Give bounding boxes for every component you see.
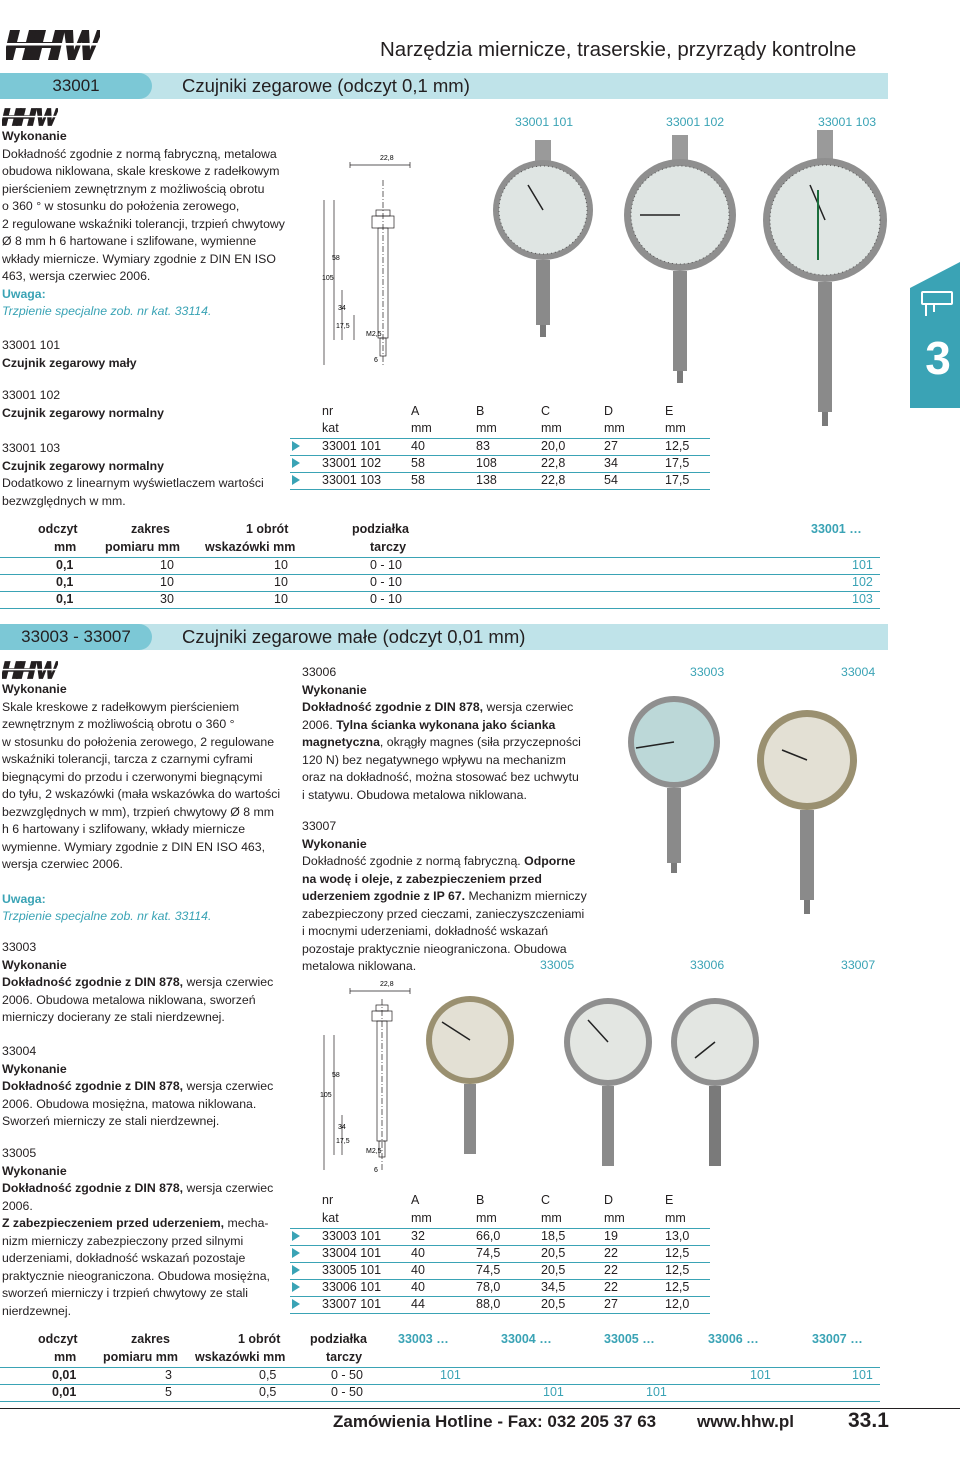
table-cell: 66,0	[476, 1229, 501, 1243]
table-cell: 12,0	[665, 1297, 690, 1311]
technical-drawing	[314, 975, 414, 1175]
spec-header: 1 obrót	[238, 1332, 281, 1346]
item-name: Czujnik zegarowy mały	[2, 355, 137, 370]
spec-header: zakres	[131, 522, 170, 536]
col-header: B	[476, 404, 485, 418]
wykonanie-label: Wykonanie	[2, 129, 67, 143]
col-header: D	[604, 404, 614, 418]
model-code: 33004	[2, 1044, 37, 1058]
dial-gauge-photo	[620, 135, 740, 385]
desc-line: biegnącymi do przodu i czerwonymi biegnącymi	[2, 769, 263, 784]
spec-header: wskazówki mm	[195, 1350, 286, 1364]
table-cell: 101	[440, 1368, 461, 1382]
desc-line: bezwzględnych w mm), trzpień chwytowy Ø 8 mm	[2, 804, 274, 819]
col-header: A	[411, 1193, 420, 1207]
section-code: 33003 - 33007	[21, 627, 131, 646]
table-cell: 22,8	[541, 456, 566, 470]
model-33007-block: 33007 Wykonanie Dokładność zgodnie z normą fabryczną. Odporne na wodę i oleje, z zabezpieczeniem przed uderzeniem zgodnie z IP 67. Mechanizm mierniczy zabezpieczony przed cieczami, zanieczyszczeniami i mocnymi uderzeniami, dokładność wskazań pozostaje praktycznie nieograniczona. Obudowa metalowa niklowana.	[302, 819, 587, 973]
brand-logo-small	[2, 107, 58, 127]
spec-header: mm	[54, 1350, 77, 1364]
item-code: 33001 103	[2, 441, 61, 455]
item-name: Czujnik zegarowy normalny	[2, 405, 164, 420]
spec-header: zakres	[131, 1332, 170, 1346]
table-cell: 17,5	[665, 473, 690, 487]
desc-line: obudowa niklowana, skale kreskowe z radełkowym	[2, 164, 280, 178]
model-33003-block: 33003 Wykonanie Dokładność zgodnie z DIN 878, wersja czerwiec 2006. Obudowa metalowa niklowana, sworzeń mierniczy docierany ze stali nierdzewnej.	[2, 940, 274, 1024]
spec-header: 33005 …	[604, 1332, 655, 1346]
table-cell: 33001 101	[322, 439, 382, 453]
table-cell: 27	[604, 439, 618, 453]
table-cell: 0 - 10	[370, 558, 402, 572]
table-cell: 20,5	[541, 1263, 566, 1277]
col-header: mm	[604, 1211, 625, 1225]
item-extra: Dodatkowo z linearnym wyświetlaczem wartości	[2, 476, 264, 490]
desc-line: wkłady miernicze. Wymiary zgodnie z DIN EN ISO	[2, 251, 276, 266]
model-33004-block: 33004 Wykonanie Dokładność zgodnie z DIN 878, wersja czerwiec 2006. Obudowa mosiężna, matowa niklowana. Sworzeń mierniczy ze stali nierdzewnej.	[2, 1044, 274, 1128]
spec-header: 33003 …	[398, 1332, 449, 1346]
spec-header: 33001 …	[811, 522, 862, 536]
dim-label: 58	[332, 255, 340, 262]
table-cell: 101	[750, 1368, 771, 1382]
footer-hotline: Zamówienia Hotline - Fax: 032 205 37 63	[333, 1412, 657, 1431]
col-header: C	[541, 404, 551, 418]
brand-logo-small	[2, 660, 58, 680]
table-cell: 18,5	[541, 1229, 566, 1243]
col-header: mm	[411, 421, 432, 435]
table-cell: 54	[604, 473, 618, 487]
table-cell: 33001 102	[322, 456, 382, 470]
dim-label: 105	[320, 1092, 332, 1099]
table-cell: 33006 101	[322, 1280, 382, 1294]
table-cell: 33004 101	[322, 1246, 382, 1260]
table-cell: 22	[604, 1263, 618, 1277]
item-extra: bezwzględnych w mm.	[2, 493, 126, 508]
desc-line: h 6 hartowany i szlifowany, wkłady miernicze	[2, 822, 246, 836]
chapter-number: 3	[925, 332, 951, 384]
desc-line: Skale kreskowe z radełkowym pierścieniem	[2, 699, 240, 714]
table-cell: 33005 101	[322, 1263, 382, 1277]
table-cell: 101	[852, 558, 873, 572]
photo-label: 33003	[690, 665, 725, 679]
table-cell: 0,01	[52, 1368, 77, 1382]
dim-label: 6	[374, 357, 378, 364]
col-header: mm	[604, 421, 625, 435]
uwaga-label: Uwaga:	[2, 891, 46, 906]
wykonanie-label: Wykonanie	[302, 836, 367, 851]
model-code: 33003	[2, 940, 37, 954]
table-cell: 0,1	[56, 592, 74, 606]
model-code: 33007	[302, 819, 337, 833]
desc-line: wymienne. Wymiary zgodnie z DIN EN ISO 463,	[2, 839, 265, 854]
desc-line: wersja czerwiec 2006.	[2, 857, 123, 871]
table-cell: 10	[274, 592, 288, 606]
spec-header: 33006 …	[708, 1332, 759, 1346]
dim-label: M2,5	[366, 331, 382, 338]
table-cell: 101	[852, 1368, 873, 1382]
table-cell: 34,5	[541, 1280, 566, 1294]
table-cell: 5	[165, 1385, 172, 1399]
spec-header: tarczy	[326, 1350, 363, 1364]
col-header: A	[411, 404, 420, 418]
col-header: mm	[541, 1211, 562, 1225]
table-cell: 10	[274, 575, 288, 589]
table-cell: 12,5	[665, 1246, 690, 1260]
dim-label: 105	[322, 275, 334, 282]
photo-label: 33004	[841, 665, 876, 679]
table-cell: 10	[160, 558, 174, 572]
section-code: 33001	[52, 76, 100, 95]
table-cell: 33001 103	[322, 473, 382, 487]
table-cell: 0,01	[52, 1385, 77, 1399]
spec-header: odczyt	[38, 522, 78, 536]
dim-label: 17,5	[336, 1138, 350, 1145]
desc-line: Ø 8 mm h 6 hartowane i szlifowane, wymienne	[2, 234, 257, 248]
spec-header: 33004 …	[501, 1332, 552, 1346]
photo-label: 33001 102	[666, 115, 725, 129]
desc-line: o 360 ° w stosunku do położenia zerowego,	[2, 199, 240, 213]
table-cell: 101	[543, 1385, 564, 1399]
table-cell: 20,0	[541, 439, 566, 453]
photo-label: 33007	[841, 958, 876, 972]
desc-line: w stosunku do położenia zerowego, 2 regulowane	[2, 734, 275, 749]
section-code-pill	[0, 624, 152, 650]
table-cell: 0 - 50	[331, 1385, 363, 1399]
table-cell: 20,5	[541, 1246, 566, 1260]
dim-label: 34	[338, 305, 346, 312]
table-cell: 30	[160, 592, 174, 606]
dial-gauge-photo	[624, 682, 724, 882]
table-cell: 34	[604, 456, 618, 470]
model-code: 33005	[2, 1146, 37, 1160]
page-number: 33.1	[848, 1409, 889, 1432]
model-33006-block: 33006 Wykonanie Dokładność zgodnie z DIN 878, wersja czerwiec 2006. Tylna ścianka wykonana jako ścianka magnetyczna, okrągły magnes (siła przyczepności 120 N) bez negatywnego wpływu na mechanizm oraz na dokładność, można stosować bez uchwytu i statywu. Obudowa metalowa niklowana.	[302, 665, 581, 802]
spec-header: odczyt	[38, 1332, 78, 1346]
dial-gauge-photo	[752, 690, 862, 920]
table-cell: 102	[852, 575, 873, 589]
photo-label: 33001 101	[515, 115, 574, 129]
col-header: D	[604, 1193, 614, 1207]
table-cell: 40	[411, 1280, 425, 1294]
dim-label: 34	[338, 1124, 346, 1131]
desc-line: wskaźniki tolerancji, tarcza z czarnymi cyframi	[2, 752, 253, 766]
col-header: mm	[411, 1211, 432, 1225]
spec-header: podziałka	[352, 522, 409, 536]
section-title: Czujniki zegarowe małe (odczyt 0,01 mm)	[182, 626, 526, 647]
table-cell: 74,5	[476, 1246, 501, 1260]
item-block	[2, 387, 164, 422]
wykonanie-label: Wykonanie	[2, 1061, 67, 1076]
dim-label: M2,5	[366, 1148, 382, 1155]
spec-header: podziałka	[310, 1332, 367, 1346]
section-title: Czujniki zegarowe (odczyt 0,1 mm)	[182, 75, 470, 96]
table-cell: 12,5	[665, 1280, 690, 1294]
page-title: Narzędzia miernicze, traserskie, przyrządy kontrolne	[380, 38, 857, 61]
uwaga-label: Uwaga:	[2, 286, 46, 301]
item-block	[2, 337, 137, 372]
photo-label: 33006	[690, 958, 725, 972]
table-cell: 22	[604, 1246, 618, 1260]
photo-label: 33005	[540, 958, 575, 972]
table-cell: 12,5	[665, 439, 690, 453]
table-cell: 10	[274, 558, 288, 572]
dim-label: 6	[374, 1167, 378, 1174]
col-header: kat	[322, 421, 339, 435]
col-header: nr	[322, 404, 334, 418]
item-name: Czujnik zegarowy normalny	[2, 458, 164, 473]
chapter-tab	[910, 262, 960, 408]
desc-line: 2 regulowane wskaźniki tolerancji, trzpień chwytowy	[2, 216, 285, 231]
wykonanie-label: Wykonanie	[2, 682, 67, 696]
table-cell: 83	[476, 439, 490, 453]
model-code: 33006	[302, 665, 337, 679]
dimensions-table	[290, 1193, 710, 1317]
table-cell: 103	[852, 592, 873, 606]
table-cell: 108	[476, 456, 497, 470]
dial-gauge-photo	[488, 140, 598, 340]
desc-line: 463, wersja czerwiec 2006.	[2, 269, 151, 283]
spec-header: wskazówki mm	[205, 540, 296, 554]
table-cell: 138	[476, 473, 497, 487]
spec-header: pomiaru mm	[105, 540, 181, 554]
spec-header: 33007 …	[812, 1332, 863, 1346]
table-cell: 22,8	[541, 473, 566, 487]
table-cell: 27	[604, 1297, 618, 1311]
table-cell: 33003 101	[322, 1229, 382, 1243]
table-cell: 0,5	[259, 1368, 277, 1382]
table-cell: 44	[411, 1297, 425, 1311]
col-header: C	[541, 1193, 551, 1207]
table-cell: 20,5	[541, 1297, 566, 1311]
uwaga-text: Trzpienie specjalne zob. nr kat. 33114.	[2, 909, 212, 923]
table-cell: 88,0	[476, 1297, 501, 1311]
description-block	[2, 128, 285, 321]
col-header: mm	[476, 421, 497, 435]
table-cell: 78,0	[476, 1280, 501, 1294]
photo-label: 33001 103	[818, 115, 877, 129]
col-header: mm	[665, 421, 686, 435]
wykonanie-label: Wykonanie	[2, 957, 67, 972]
table-cell: 17,5	[665, 456, 690, 470]
brand-logo	[6, 28, 100, 62]
item-code: 33001 101	[2, 338, 61, 352]
description-block	[2, 681, 280, 926]
desc-line: do tyłu, 2 wskazówki (mała wskazówka do wartości	[2, 787, 281, 801]
col-header: E	[665, 1193, 674, 1207]
table-cell: 32	[411, 1229, 425, 1243]
col-header: mm	[476, 1211, 497, 1225]
table-cell: 40	[411, 1246, 425, 1260]
technical-drawing	[314, 140, 414, 370]
dim-label: 22,8	[380, 155, 394, 162]
dim-label: 22,8	[380, 981, 394, 988]
wykonanie-label: Wykonanie	[2, 1163, 67, 1178]
model-33005-block: 33005 Wykonanie Dokładność zgodnie z DIN 878, wersja czerwiec 2006. Z zabezpieczeniem przed uderzeniem, mecha- nizm mierniczy zabezpieczony przed silnymi uderzeniami, dokładność wskazań pozostaje praktycznie nieograniczona. Obudowa mosiężna, sworzeń mierniczy i trzpień chwytowy ze stali nierdzewnej.	[2, 1146, 274, 1318]
desc-line: pierścieniem zewnętrznym z możliwością obrotu	[2, 181, 265, 196]
dim-label: 58	[332, 1072, 340, 1079]
col-header: B	[476, 1193, 485, 1207]
col-header: nr	[322, 1193, 334, 1207]
spec-table	[0, 522, 880, 610]
table-cell: 3	[165, 1368, 172, 1382]
col-header: mm	[541, 421, 562, 435]
table-cell: 101	[646, 1385, 667, 1399]
table-cell: 19	[604, 1229, 618, 1243]
table-cell: 12,5	[665, 1263, 690, 1277]
item-block	[2, 440, 264, 510]
table-cell: 58	[411, 456, 425, 470]
table-cell: 10	[160, 575, 174, 589]
col-header: E	[665, 404, 674, 418]
spec-header: 1 obrót	[246, 522, 289, 536]
dial-gauge-photo	[760, 130, 890, 430]
table-cell: 0 - 50	[331, 1368, 363, 1382]
spec-header: pomiaru mm	[103, 1350, 179, 1364]
spec-header: tarczy	[370, 540, 407, 554]
table-cell: 0 - 10	[370, 592, 402, 606]
footer-website[interactable]: www.hhw.pl	[697, 1412, 794, 1431]
uwaga-text: Trzpienie specjalne zob. nr kat. 33114.	[2, 304, 212, 318]
item-code: 33001 102	[2, 388, 61, 402]
spec-header: mm	[54, 540, 77, 554]
table-cell: 40	[411, 439, 425, 453]
section-code-pill	[0, 73, 152, 99]
desc-line: zewnętrznym z możliwością obrotu o 360 °	[2, 717, 235, 731]
table-cell: 40	[411, 1263, 425, 1277]
table-cell: 58	[411, 473, 425, 487]
col-header: kat	[322, 1211, 339, 1225]
table-cell: 22	[604, 1280, 618, 1294]
col-header: mm	[665, 1211, 686, 1225]
table-cell: 13,0	[665, 1229, 690, 1243]
table-cell: 33007 101	[322, 1297, 382, 1311]
wykonanie-label: Wykonanie	[302, 682, 367, 697]
dial-gauge-photo	[420, 980, 760, 1190]
table-cell: 0,1	[56, 575, 74, 589]
table-cell: 0,1	[56, 558, 74, 572]
dim-label: 17,5	[336, 323, 350, 330]
table-cell: 74,5	[476, 1263, 501, 1277]
dimensions-table	[290, 404, 710, 490]
desc-line: Dokładność zgodnie z normą fabryczną, metalowa	[2, 146, 277, 161]
table-cell: 0 - 10	[370, 575, 402, 589]
spec-table	[0, 1332, 880, 1404]
table-cell: 0,5	[259, 1385, 277, 1399]
